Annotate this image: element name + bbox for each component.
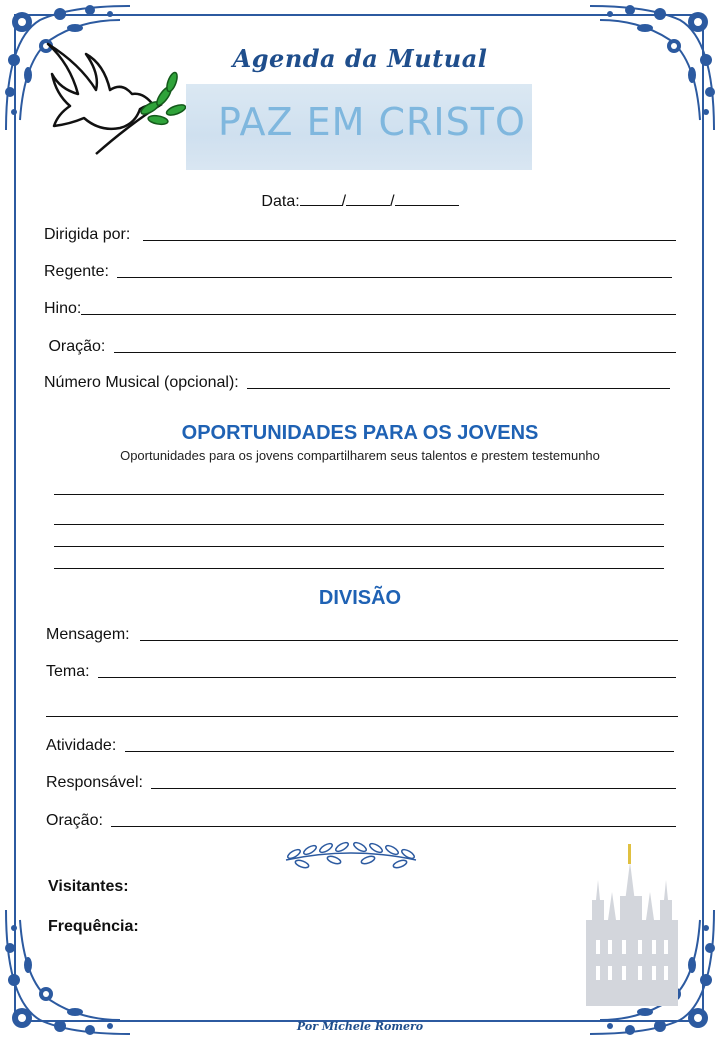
field-label: Hino: — [44, 300, 82, 317]
youth-section-title: OPORTUNIDADES PARA OS JOVENS — [181, 422, 539, 444]
youth-line-3[interactable] — [54, 546, 664, 547]
field-input-line[interactable] — [117, 276, 672, 278]
field-label: Atividade: — [46, 737, 121, 754]
field-musical-number — [44, 374, 670, 392]
field-label: Dirigida por: — [44, 226, 135, 243]
youth-line-1[interactable] — [54, 494, 664, 495]
field-message — [46, 626, 678, 644]
date-label: Data: — [261, 193, 300, 210]
field-closing-prayer — [46, 812, 676, 830]
youth-section-subtitle: Oportunidades para os jovens compartilharem seus talentos e prestem testemunho — [120, 448, 600, 463]
field-input-line[interactable] — [111, 825, 676, 827]
field-prayer — [44, 338, 676, 356]
field-responsible — [46, 774, 676, 792]
field-label: Número Musical (opcional): — [44, 374, 244, 391]
field-label: Regente: — [44, 263, 114, 280]
date-month-field[interactable] — [346, 191, 390, 206]
laurel-icon — [280, 840, 422, 872]
date-day-field[interactable] — [300, 191, 342, 206]
field-input-line[interactable] — [140, 639, 678, 641]
field-theme — [46, 663, 676, 681]
attendance-label: Frequência: — [48, 918, 139, 935]
field-label: Tema: — [46, 663, 95, 680]
field-input-line[interactable] — [247, 387, 670, 389]
field-activity — [46, 737, 674, 755]
field-label: Mensagem: — [46, 626, 135, 643]
theme-extra-line[interactable] — [46, 716, 678, 717]
field-input-line[interactable] — [143, 239, 676, 241]
field-input-line[interactable] — [125, 750, 674, 752]
banner-title: PAZ EM CRISTO — [218, 100, 526, 144]
field-conductor — [44, 263, 672, 281]
temple-icon — [582, 840, 682, 1008]
author-credit: Por Michele Romero — [296, 1020, 424, 1033]
field-label: Responsável: — [46, 774, 148, 791]
youth-line-4[interactable] — [54, 568, 664, 569]
date-year-field[interactable] — [395, 191, 459, 206]
date-row: Data: / / — [0, 191, 720, 211]
field-input-line[interactable] — [151, 787, 676, 789]
field-directed-by — [44, 226, 676, 244]
field-input-line[interactable] — [81, 313, 676, 315]
field-input-line[interactable] — [98, 676, 676, 678]
field-input-line[interactable] — [114, 351, 676, 353]
field-hymn — [44, 300, 676, 318]
youth-line-2[interactable] — [54, 524, 664, 525]
division-section-title: DIVISÃO — [318, 587, 402, 609]
visitors-label: Visitantes: — [48, 878, 129, 895]
field-label: Oração: — [44, 338, 110, 355]
agenda-script-title: Agenda da Mutual — [232, 44, 488, 73]
field-label: Oração: — [46, 812, 108, 829]
